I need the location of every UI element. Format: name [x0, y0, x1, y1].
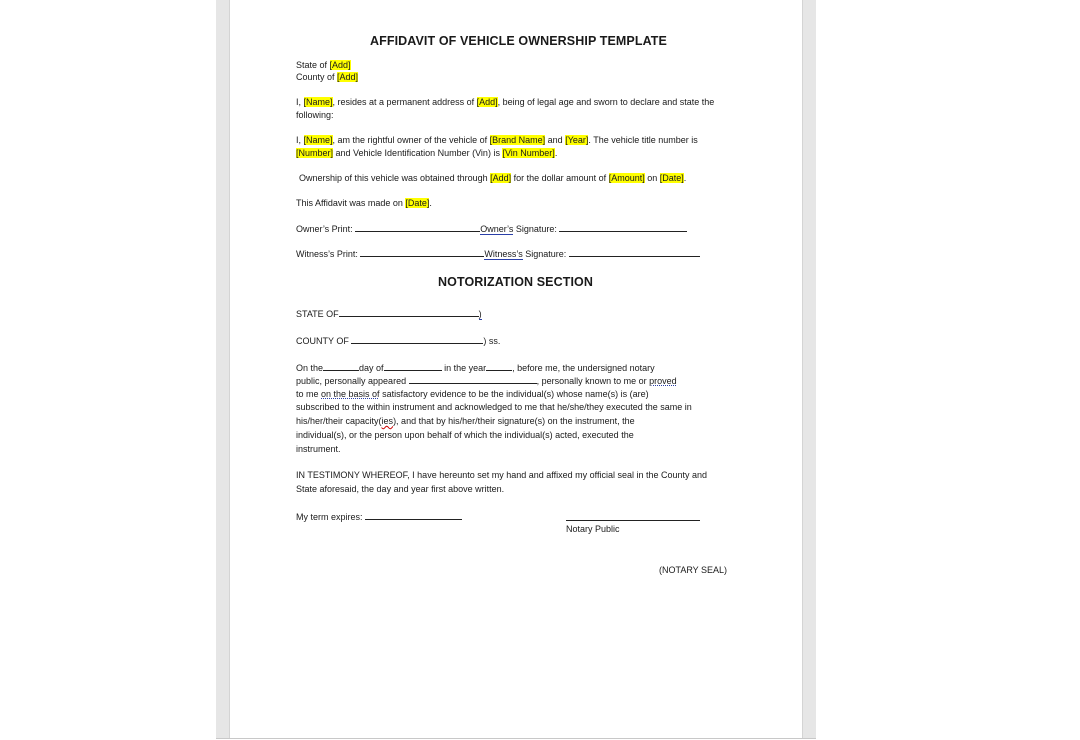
notary-signature-line[interactable] [566, 520, 700, 521]
notary-seal-label: (NOTARY SEAL) [659, 565, 728, 575]
state-of-line[interactable] [339, 307, 479, 317]
right-margin-band [802, 0, 816, 738]
month-blank[interactable] [384, 361, 442, 371]
notary-line-7: instrument. [296, 444, 341, 454]
paragraph-residence: I, [Name], resides at a permanent address of [Add], being of legal age and sworn to declare and state the [296, 97, 715, 107]
witness-print-row: Witness’s Print: Witness’s Signature: [296, 247, 700, 260]
left-margin-band [216, 0, 230, 738]
day-blank[interactable] [323, 361, 359, 371]
testimony-line-2: State aforesaid, the day and year first above written. [296, 484, 505, 494]
notary-line-1: On the day of in the year , before me, the undersigned notary [296, 363, 655, 373]
owner-signature-label: Owner’s [480, 224, 514, 234]
notary-line-3: to me on the basis of satisfactory evidence to be the individual(s) whose name(s) is (are) [296, 389, 649, 399]
witness-signature-line[interactable] [569, 247, 700, 257]
owner-print-row: Owner’s Print: Owner’s Signature: [296, 222, 687, 235]
notary-line-4: subscribed to the within instrument and acknowledged to me that he/she/they executed the same in [296, 402, 692, 412]
term-expires-line[interactable] [365, 510, 462, 520]
paragraph-owner: I, [Name], am the rightful owner of the vehicle of [Brand Name] and [Year]. The vehicle title number is [296, 135, 698, 145]
county-line: County of [Add] [296, 72, 359, 82]
county-of-row: COUNTY OF ) ss. [296, 336, 501, 346]
county-of-line[interactable] [351, 334, 483, 344]
notary-line-5: his/her/their capacity(ies), and that by his/her/their signature(s) on the instrument, the [296, 416, 635, 426]
owner-signature-line[interactable] [559, 222, 687, 232]
paragraph-owner-cont: [Number] and Vehicle Identification Number (Vin) is [Vin Number]. [296, 148, 558, 158]
notary-public-label: Notary Public [566, 524, 620, 534]
paragraph-affidavit-date: This Affidavit was made on [Date]. [296, 198, 432, 208]
state-line: State of [Add] [296, 60, 351, 70]
page-bottom-edge [216, 738, 816, 739]
witness-print-line[interactable] [360, 247, 484, 257]
document-title: AFFIDAVIT OF VEHICLE OWNERSHIP TEMPLATE [370, 34, 667, 48]
notary-line-2: public, personally appeared , personally known to me or proved [296, 376, 677, 386]
notary-line-6: individual(s), or the person upon behalf of which the individual(s) acted, executed the [296, 430, 634, 440]
testimony-line-1: IN TESTIMONY WHEREOF, I have hereunto set my hand and affixed my official seal in the County and [296, 470, 708, 480]
paragraph-ownership: Ownership of this vehicle was obtained through [Add] for the dollar amount of [Amount] on [Date]. [299, 173, 687, 183]
state-of-row: STATE OF ) [296, 309, 482, 319]
notary-section-title: NOTORIZATION SECTION [438, 275, 594, 289]
witness-signature-label: Witness’s [484, 249, 523, 259]
paragraph-residence-cont: following: [296, 110, 334, 120]
term-expires-row: My term expires: [296, 510, 462, 523]
appeared-name-blank[interactable] [409, 374, 537, 384]
owner-print-line[interactable] [355, 222, 480, 232]
year-blank[interactable] [486, 361, 512, 371]
